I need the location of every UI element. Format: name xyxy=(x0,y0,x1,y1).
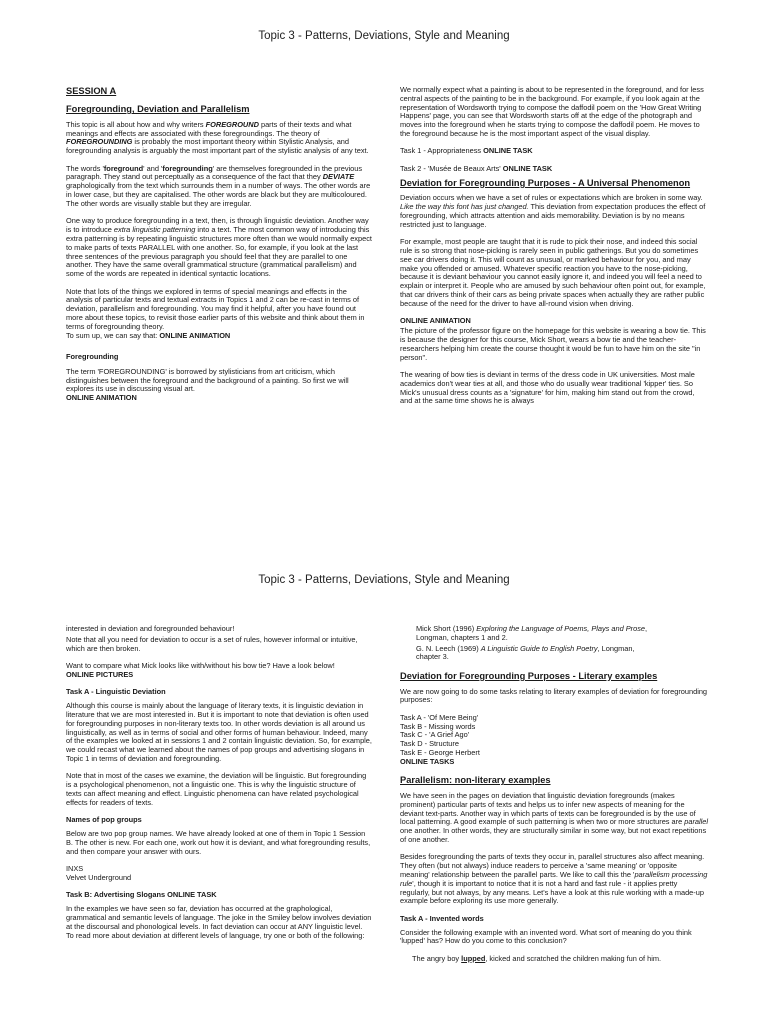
list-item[interactable]: Task E - George Herbert xyxy=(400,748,480,757)
list-item[interactable]: Task B - Missing words xyxy=(400,721,476,731)
paragraph: The picture of the professor figure on the homepage for this website is wearing a bow tie. This is because the designer for this course, Mick Short, wears a bow tie and the teacher-researchers helping him create the course thought it would be fun to have him on the site "in person". xyxy=(400,326,706,362)
paragraph: We have seen in the pages on deviation that linguistic deviation foregrounds (makes prominent) particular parts of texts and helps us to infer new aspects of meaning for the deviant text-parts. Another way in which parts of texts can be foregrounded is by the use of local patterning. A good example of such patterning is when two or more structures are parallel one another. In other words, they are structurally similar in some way, but not exact repetitions of one another. xyxy=(400,790,708,844)
page-title: Topic 3 - Patterns, Deviations, Style and Meaning xyxy=(258,574,510,586)
task-a-heading: Task A - Invented words xyxy=(400,913,484,923)
pop-groups-heading: Names of pop groups xyxy=(66,815,142,825)
paragraph: We are now going to do some tasks relating to literary examples of deviation for foregrounding purposes: xyxy=(400,686,708,705)
paragraph: The term 'FOREGROUNDING' is borrowed by stylisticians from art criticism, which distinguishes between the foreground and the background of a painting. So first we will explores its use in discussing visual art. ONLINE ANIMATION xyxy=(66,366,349,403)
paragraph: interested in deviation and foregrounded behaviour! xyxy=(66,624,235,633)
reference: G. N. Leech (1969) A Linguistic Guide to English Poetry, Longman, chapter 3. xyxy=(416,643,635,662)
paragraph: In the examples we have seen so far, deviation has occurred at the graphological, grammatical and semantic levels of language. The joke in the Smiley below involves deviation at the discoursal and phonological levels. In fact deviation can occur at ANY linguistic level. To read more about deviation at different levels of language, try one or both of the following: xyxy=(66,904,372,940)
paragraph: Deviation occurs when we have a set of rules or expectations which are broken in some way. Like the way this font has just changed. This deviation from expectation produces the effect of foregrounding, which attracts attention and aids memorability. Deviation is by no means restricted just to language. xyxy=(400,193,706,229)
example-sentence: The angry boy lupped, kicked and scratched the children making fun of him. xyxy=(412,953,662,963)
reference: Mick Short (1996) Exploring the Language of Poems, Plays and Prose, Longman, chapters 1 and 2. xyxy=(416,624,648,642)
online-pictures-link[interactable]: ONLINE PICTURES xyxy=(66,669,134,679)
paragraph: For example, most people are taught that it is rude to pick their nose, and indeed this social rule is so strong that nose-picking is rarely seen in public gatherings. But you do sometimes see car drivers doing it. This will count as unusual, or marked behaviour for you, and may make you offended or amused. Whatever specific reaction you have to the nose-picking, because it is deviant behaviour you cannot easily ignore it, and indeed you will feel a need to explain or interpret it. People who are amused by such behaviour often point out, for example, that car drivers think of their cars as being private spaces when actually they are rather public because of the need for the driver to have all-round vision when driving. xyxy=(400,237,706,308)
paragraph: Although this course is mainly about the language of literary texts, it is linguistic deviation in literature that we are most interested in. But it is important to note that deviation is often used for foregrounding purposes in non-literary texts too. In other words deviation is all around us linguistically, as well as in terms of social and other forms of human behaviour. Indeed, many of the examples we looked at in sessions 1 and 2 contain linguistic deviation. So, for example, we could recast what we learned about the names of pop groups and advertising slogans in Topic 1 in terms of deviation and foregrounding. xyxy=(66,701,372,763)
section-heading: Parallelism: non-literary examples xyxy=(400,775,551,786)
task-b-heading[interactable]: Task B: Advertising Slogans ONLINE TASK xyxy=(66,890,217,900)
paragraph: Consider the following example with an invented word. What sort of meaning do you think 'lupped' has? How do you come to this conclusion? xyxy=(400,927,692,946)
online-tasks-link[interactable]: ONLINE TASKS xyxy=(400,756,455,766)
paragraph: Below are two pop group names. We have already looked at one of them in Topic 1 Session B. The other is new. For each one, work out how it is deviant, and what foregrounding results, and then compare your answer with ours. xyxy=(66,829,371,856)
list-item[interactable]: Task A - 'Of Mere Being' xyxy=(400,712,479,722)
paragraph: Note that all you need for deviation to occur is a set of rules, however informal or intuitive, which are then broken. xyxy=(66,634,358,653)
online-animation-link[interactable]: ONLINE ANIMATION xyxy=(66,393,137,403)
paragraph: The wearing of bow ties is deviant in terms of the dress code in UK universities. Most male academics don't wear ties at all, and those who do usually wear traditional 'kipper' ties. So Mick's unusual dress counts as a 'signature' for him, making him stand out from the crowd, and at the same time shows he is always xyxy=(400,369,695,406)
paragraph: The words 'foreground' and 'foregrounding' are themselves foregrounded in the previous paragraph. They stand out perceptually as a consequence of the fact that they DEVIATE graphologically from the text which surrounds them in a number of ways. The other words are in lower case, but they are capitalised. The other words are black but they are multicoloured. The other words are visually stable but they are irregular. xyxy=(66,163,371,208)
task-a-heading: Task A - Linguistic Deviation xyxy=(66,687,166,697)
section-heading: Deviation for Foregrounding Purposes - A Universal Phenomenon xyxy=(400,177,691,188)
pop-group-names: INXS Velvet Underground xyxy=(66,864,132,882)
paragraph: One way to produce foregrounding in a text, then, is through linguistic deviation. Another way is to introduce extra linguistic patterning into a text. The most common way of introducing this extra patterning is by repeating linguistic structures more often than we would normally expect to make parts of texts PARALLEL with one another. So, for example, if you look at the last three sentences of the previous paragraph you should feel that they are parallel to one another. They have the same overall grammatical structure (grammatical parallelism) and some of the words are repeated in identical syntactic locations. xyxy=(66,216,372,279)
document-page-2 xyxy=(0,512,768,1024)
paragraph: Besides foregrounding the parts of texts they occur in, parallel structures also affect meaning. They often (but not always) induce readers to perceive a 'same meaning' or 'opposite meaning' relationship between the parallel parts. We like to call this the 'parallelism processing rule', though it is important to notice that it is not a hard and fast rule - it applies pretty regularly, but not always, by any means. Let's have a look at this rule working with a made-up example before exploring its use more generally. xyxy=(400,852,708,906)
page1-left-column xyxy=(66,86,372,412)
section-heading: Deviation for Foregrounding Purposes - Literary examples xyxy=(400,670,658,681)
task-list xyxy=(400,714,708,767)
online-animation-link[interactable]: ONLINE ANIMATION xyxy=(400,316,471,326)
paragraph: Want to compare what Mick looks like with/without his bow tie? Have a look below! ONLINE PICTURES xyxy=(66,661,335,679)
page1-right-column xyxy=(400,86,708,415)
session-heading: SESSION A xyxy=(66,86,117,96)
page-title: Topic 3 - Patterns, Deviations, Style and Meaning xyxy=(258,30,510,42)
list-item[interactable]: Task D - Structure xyxy=(400,739,459,749)
online-task-link[interactable]: ONLINE TASK xyxy=(502,163,553,173)
paragraph: Note that in most of the cases we examine, the deviation will be linguistic. But foregrounding is a psychological phenomenon, not a linguistic one. This is why the linguistic structure of texts can affect meaning and effect. Linguistic phenomena can have related psychological effects for readers of texts. xyxy=(66,771,367,807)
paragraph: This topic is all about how and why writers FOREGROUND parts of their texts and what meanings and effects are associated with these foregroundings. The theory of FOREGROUNDING is probably the most important theory within Stylistic Analysis, and foregrounding analysis is arguably the most important part of the stylistic analysis of any text. xyxy=(66,119,369,156)
task-line: Task 1 - Appropriateness ONLINE TASK xyxy=(400,146,533,156)
section-heading: Foregrounding, Deviation and Parallelism xyxy=(66,104,250,115)
foregrounding-heading: Foregrounding xyxy=(66,352,119,361)
task-line: Task 2 - 'Musée de Beaux Arts' ONLINE TASK xyxy=(400,163,553,173)
online-animation-link[interactable]: ONLINE ANIMATION xyxy=(159,330,231,340)
paragraph: Note that lots of the things we explored in terms of special meanings and effects in the analysis of particular texts and textual extracts in Topics 1 and 2 can be re-cast in terms of deviation, parallelism and foregrounding. You may find it helpful, after you have found out more about these topics, to revisit those earlier parts of this website and think about them in terms of foregrounding theory. To sum up, we can say that: ONLINE ANIMATION xyxy=(66,286,365,340)
page2-left-column xyxy=(66,625,372,949)
page2-right-column xyxy=(400,625,708,972)
online-task-link[interactable]: ONLINE TASK xyxy=(483,146,533,156)
paragraph: We normally expect what a painting is about to be represented in the foreground, and for less central aspects of the painting to be in the background. For example, if you look again at the representation of Wordsworth trying to compose the daffodil poem on the 'How Great Writing Happens' page, you can see that Wordsworth starts off at the edge of the photograph and moves into the foreground when he starts trying to compose the daffodil poem. He moves to the foreground because he is the most important aspect of the visual display. xyxy=(400,85,704,139)
list-item[interactable]: Task C - 'A Grief Ago' xyxy=(400,730,470,740)
